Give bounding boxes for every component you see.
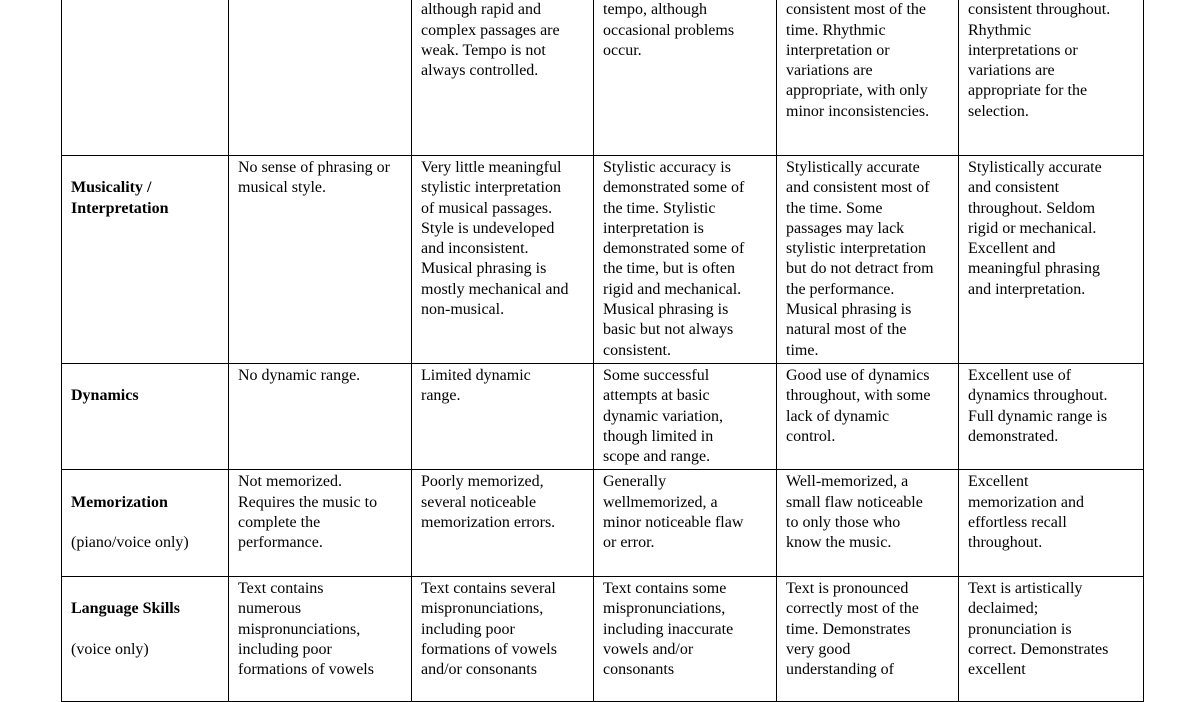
rubric-cell-level-5: consistent throughout. Rhythmic interpretations or variations are appropriate for the selection. — [959, 0, 1144, 156]
table-row — [62, 363, 1144, 469]
rubric-cell-level-2: although rapid and complex passages are weak. Tempo is not always controlled. — [412, 0, 594, 156]
rubric-cell-level-5: Excellent use of dynamics throughout. Full dynamic range is demonstrated. — [959, 363, 1144, 469]
rubric-cell-level-3: Stylistic accuracy is demonstrated some of the time. Stylistic interpretation is demonstrated some of the time, but is often rigid and mechanical. Musical phrasing is basic but not always consistent. — [594, 156, 777, 364]
category-name: Language Skills — [71, 600, 180, 618]
row-category-cell — [62, 470, 229, 576]
rubric-table — [61, 0, 1144, 702]
rubric-cell-level-5: Stylistically accurate and consistent throughout. Seldom rigid or mechanical. Excellent and meaningful phrasing and interpretation. — [959, 156, 1144, 364]
rubric-cell-level-3: Generally wellmemorized, a minor noticeable flaw or error. — [594, 470, 777, 576]
row-category-cell — [62, 363, 229, 469]
row-category-cell — [62, 156, 229, 364]
category-name: Memorization — [71, 493, 168, 511]
rubric-cell-level-1: No dynamic range. — [229, 363, 412, 469]
rubric-cell-level-1: No sense of phrasing or musical style. — [229, 156, 412, 364]
category-name: Musicality / Interpretation — [71, 179, 169, 217]
category-name: Dynamics — [71, 387, 139, 405]
row-category-cell — [62, 0, 229, 156]
rubric-cell-level-2: Poorly memorized, several noticeable memorization errors. — [412, 470, 594, 576]
table-row — [62, 156, 1144, 364]
table-row — [62, 0, 1144, 156]
rubric-cell-level-1: Not memorized. Requires the music to complete the performance. — [229, 470, 412, 576]
table-row — [62, 576, 1144, 701]
category-subtitle: (piano/voice only) — [71, 534, 189, 552]
rubric-cell-level-2: Limited dynamic range. — [412, 363, 594, 469]
table-row — [62, 470, 1144, 576]
rubric-cell-level-5: Text is artistically declaimed; pronunciation is correct. Demonstrates excellent — [959, 576, 1144, 701]
rubric-cell-level-4: Well-memorized, a small flaw noticeable to only those who know the music. — [777, 470, 959, 576]
rubric-cell-level-3: Some successful attempts at basic dynamic variation, though limited in scope and range. — [594, 363, 777, 469]
rubric-cell-level-4: Stylistically accurate and consistent most of the time. Some passages may lack stylistic interpretation but do not detract from the performance. Musical phrasing is natural most of the time. — [777, 156, 959, 364]
rubric-cell-level-4: Good use of dynamics throughout, with some lack of dynamic control. — [777, 363, 959, 469]
rubric-cell-level-1: Text contains numerous mispronunciations, including poor formations of vowels — [229, 576, 412, 701]
rubric-cell-level-2: Very little meaningful stylistic interpretation of musical passages. Style is undeveloped and inconsistent. Musical phrasing is mostly mechanical and non-musical. — [412, 156, 594, 364]
row-category-cell — [62, 576, 229, 701]
rubric-cell-level-3: Text contains some mispronunciations, including inaccurate vowels and/or consonants — [594, 576, 777, 701]
category-subtitle: (voice only) — [71, 640, 149, 658]
rubric-cell-level-1 — [229, 0, 412, 156]
rubric-cell-level-3: tempo, although occasional problems occur. — [594, 0, 777, 156]
rubric-cell-level-4: Text is pronounced correctly most of the time. Demonstrates very good understanding of — [777, 576, 959, 701]
rubric-cell-level-2: Text contains several mispronunciations, including poor formations of vowels and/or consonants — [412, 576, 594, 701]
rubric-cell-level-4: consistent most of the time. Rhythmic interpretation or variations are appropriate, with only minor inconsistencies. — [777, 0, 959, 156]
rubric-cell-level-5: Excellent memorization and effortless recall throughout. — [959, 470, 1144, 576]
